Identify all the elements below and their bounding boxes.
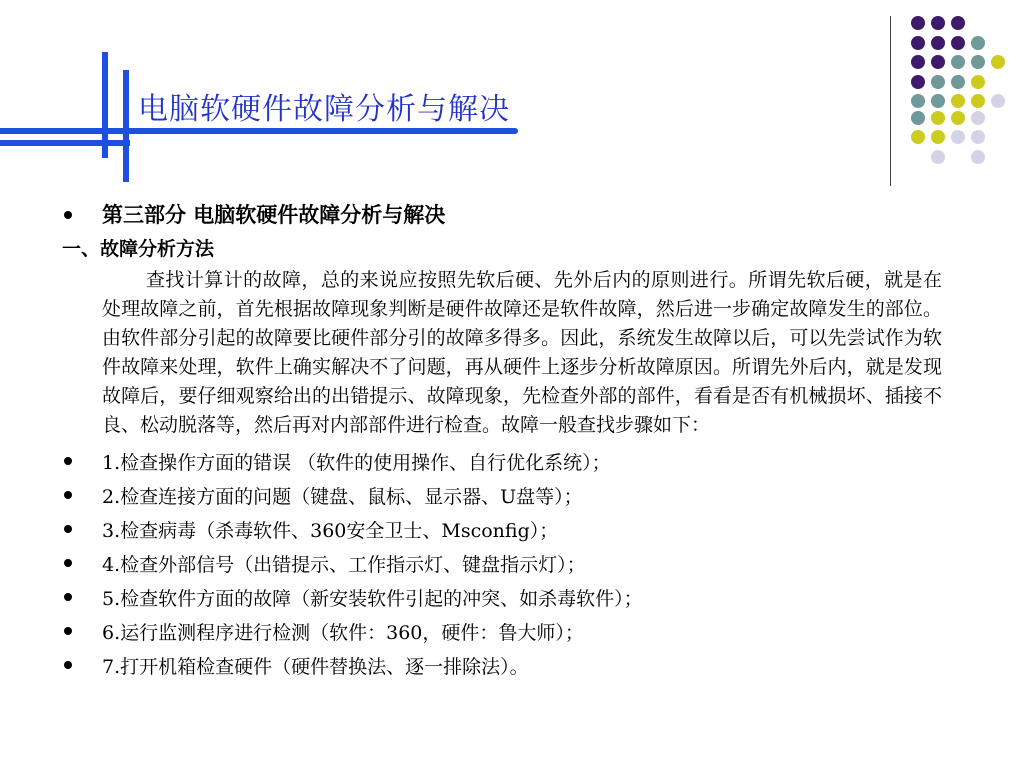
list-item [62, 446, 952, 480]
slide-body [62, 200, 952, 684]
decor-dot [991, 55, 1005, 69]
list-item [62, 582, 952, 616]
decor-horizontal-bar-long [0, 128, 518, 134]
slide-title: 电脑软硬件故障分析与解决 [138, 92, 510, 127]
decor-dot [951, 111, 965, 125]
bullet-dot [64, 661, 72, 669]
decor-dot [931, 94, 945, 108]
decor-dot [951, 16, 965, 30]
decor-dot [931, 36, 945, 50]
decor-dot [951, 75, 965, 89]
decor-vertical-divider [890, 16, 891, 186]
list-item [62, 650, 952, 684]
bullet-dot [64, 211, 72, 219]
list-item [62, 480, 952, 514]
bullet-dot [64, 559, 72, 567]
section-heading-text: 第三部分 电脑软硬件故障分析与解决 [102, 202, 446, 227]
decor-dot [971, 130, 985, 144]
list-item-text: 2.检查连接方面的问题（键盘、鼠标、显示器、U盘等）； [102, 486, 583, 508]
decor-dot [931, 111, 945, 125]
list-item [62, 514, 952, 548]
list-item-text: 1.检查操作方面的错误 （软件的使用操作、自行优化系统）； [102, 452, 611, 474]
list-item-text: 7.打开机箱检查硬件（硬件替换法、逐一排除法）。 [102, 656, 529, 678]
decor-dot [911, 16, 925, 30]
decor-dot [931, 16, 945, 30]
subsection-heading: 一、故障分析方法 [62, 238, 215, 260]
decor-dot [971, 94, 985, 108]
list-item-text: 6.运行监测程序进行检测（软件：360，硬件：鲁大师）； [102, 622, 584, 644]
decor-dot [951, 94, 965, 108]
decor-dot [911, 130, 925, 144]
list-item [62, 616, 952, 650]
bullet-dot [64, 627, 72, 635]
decor-dot [951, 55, 965, 69]
decor-dot [931, 75, 945, 89]
decor-dot [971, 55, 985, 69]
decor-dot [951, 36, 965, 50]
list-item-text: 4.检查外部信号（出错提示、工作指示灯、键盘指示灯）； [102, 554, 586, 576]
decor-dot [931, 150, 945, 164]
section-heading [62, 200, 952, 230]
list-item [62, 548, 952, 582]
decor-vertical-bar-right [123, 70, 129, 182]
decor-dot [971, 150, 985, 164]
decor-dot [911, 111, 925, 125]
decor-dot [931, 130, 945, 144]
bullet-dot [64, 457, 72, 465]
bullet-dot [64, 491, 72, 499]
decor-dot [911, 36, 925, 50]
list-item-text: 5.检查软件方面的故障（新安装软件引起的冲突、如杀毒软件）； [102, 588, 643, 610]
decor-dot [971, 111, 985, 125]
decor-dot [991, 94, 1005, 108]
decor-dot [911, 94, 925, 108]
bullet-dot [64, 593, 72, 601]
decor-horizontal-bar-short [0, 140, 130, 146]
decor-dot [911, 75, 925, 89]
list-item-text: 3.检查病毒（杀毒软件、360安全卫士、Msconfig）； [102, 520, 559, 542]
bullet-dot [64, 525, 72, 533]
decor-dot [911, 55, 925, 69]
decor-dot [931, 55, 945, 69]
decor-dot [971, 36, 985, 50]
decor-dot [951, 130, 965, 144]
method-paragraph: 查找计算计的故障，总的来说应按照先软后硬、先外后内的原则进行。所谓先软后硬，就是在处理故障之前，首先根据故障现象判断是硬件故障还是软件故障，然后进一步确定故障发生的部位。由软件部分引起的故障要比硬件部分引的故障多得多。因此，系统发生故障以后，可以先尝试作为软件故障来处理，软件上确实解决不了问题，再从硬件上逐步分析故障原因。所谓先外后内，就是发现故障后，要仔细观察给出的出错提示、故障现象，先检查外部的部件，看看是否有机械损坏、插接不良、松动脱落等，然后再对内部部件进行检查。故障一般查找步骤如下： [102, 269, 942, 436]
decor-dot [971, 75, 985, 89]
